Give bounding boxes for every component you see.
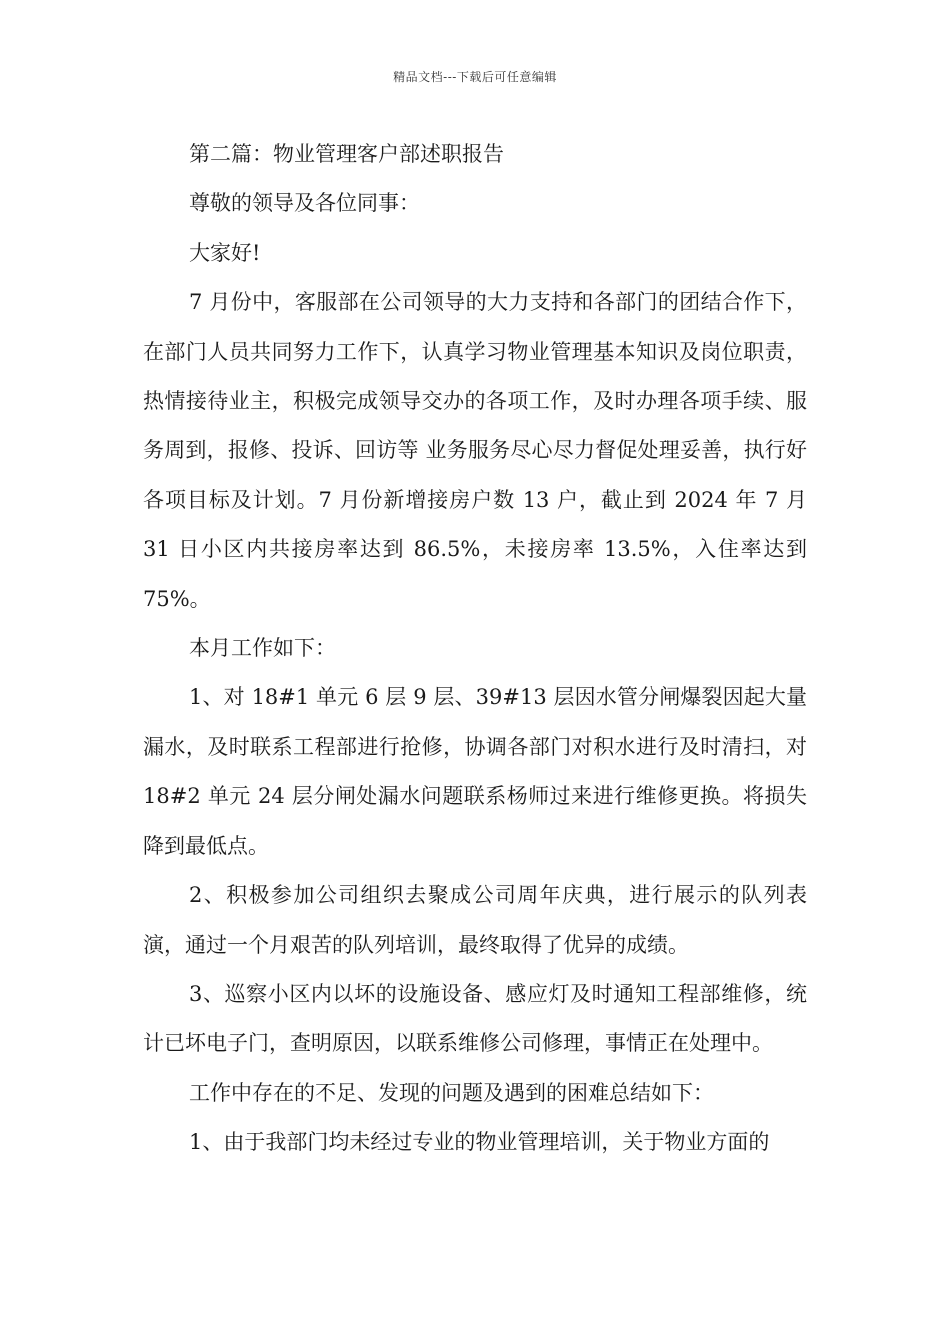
document-title: 第二篇：物业管理客户部述职报告 <box>189 142 504 166</box>
work-item: 1、对 18#1 单元 6 层 9 层、39#13 层因水管分闸爆裂因起大量漏水，及时联系工程部进行抢修，协调各部门对积水进行及时清扫，对 18#2 单元 24 层分闸处漏水问题联系杨师过来进行维修更换。将损失降到最低点。 <box>143 685 807 858</box>
salutation: 尊敬的领导及各位同事： <box>189 191 420 216</box>
page-header: 精品文档---下载后可任意编辑 <box>393 70 557 84</box>
intro-paragraph: 7 月份中，客服部在公司领导的大力支持和各部门的团结合作下，在部门人员共同努力工作下，认真学习物业管理基本知识及岗位职责，热情接待业主，积极完成领导交办的各项工作，及时办理各项手续、服务周到，报修、投诉、回访等 业务服务尽心尽力督促处理妥善，执行好各项目标及计划。7 月份新增接房户数 13 户，截止到 2024 年 7 月 31 日小区内共接房率达到 86.5%，未接房率 13.5%，入住率达到 75%。 <box>143 290 807 611</box>
document-body <box>143 130 807 1168</box>
work-heading: 本月工作如下： <box>189 636 336 661</box>
problem-item: 1、由于我部门均未经过专业的物业管理培训，关于物业方面的 <box>189 1130 770 1155</box>
problems-heading: 工作中存在的不足、发现的问题及遇到的困难总结如下： <box>189 1080 714 1105</box>
greeting: 大家好! <box>189 240 261 265</box>
work-item: 3、巡察小区内以坏的设施设备、感应灯及时通知工程部维修，统计已坏电子门，查明原因，以联系维修公司修理，事情正在处理中。 <box>143 981 807 1056</box>
work-item: 2、积极参加公司组织去聚成公司周年庆典，进行展示的队列表演，通过一个月艰苦的队列培训，最终取得了优异的成绩。 <box>143 883 807 957</box>
